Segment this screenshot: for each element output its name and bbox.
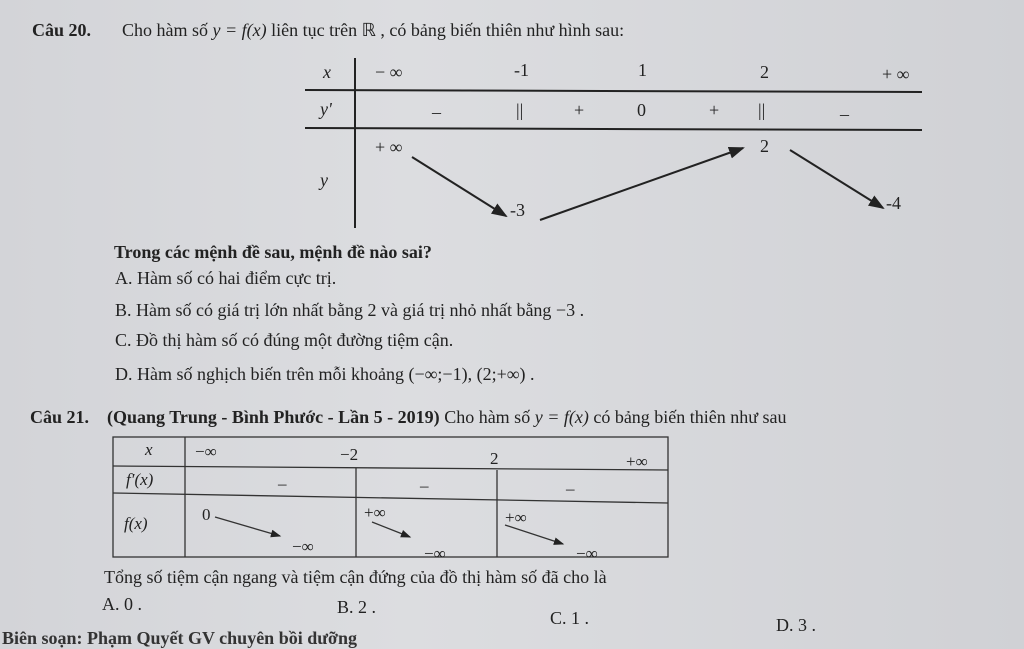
- var-f: f(x): [124, 514, 148, 533]
- x-val: 2: [490, 449, 499, 468]
- sign: –: [420, 476, 429, 495]
- q20-option-b: B. Hàm số có giá trị lớn nhất bằng 2 và giá trị nhỏ nhất bằng −3 .: [115, 300, 585, 320]
- sign: –: [840, 104, 849, 124]
- y-val: -3: [510, 200, 525, 220]
- q20-question: Trong các mệnh đề sau, mệnh đề nào sai?: [114, 242, 432, 262]
- q21-question: Tổng số tiệm cận ngang và tiệm cận đứng của đồ thị hàm số đã cho là: [104, 567, 607, 587]
- f-val: +∞: [505, 508, 527, 527]
- sign: +: [574, 100, 585, 120]
- x-val: +∞: [626, 452, 648, 471]
- sign: ||: [516, 100, 524, 120]
- f-val: −∞: [424, 544, 446, 563]
- footer-author: Biên soạn: Phạm Quyết GV chuyên bồi dưỡng: [2, 628, 357, 648]
- q21-option-b: B. 2 .: [337, 597, 377, 617]
- f-val: −∞: [292, 537, 314, 556]
- q20-option-a: A. Hàm số có hai điểm cực trị.: [115, 268, 337, 288]
- y-val: 2: [760, 136, 769, 156]
- sign: ||: [758, 100, 766, 120]
- var-x: x: [145, 440, 153, 459]
- y-val: + ∞: [375, 137, 403, 157]
- f-val: 0: [202, 505, 211, 524]
- x-val: + ∞: [882, 64, 910, 84]
- x-val: −∞: [195, 442, 217, 461]
- f-val: −∞: [576, 544, 598, 563]
- q21-option-d: D. 3 .: [776, 615, 816, 635]
- f-val: +∞: [364, 503, 386, 522]
- var-yprime: y': [320, 99, 332, 119]
- sign: +: [709, 100, 720, 120]
- x-val: 2: [760, 62, 769, 82]
- sign: –: [278, 474, 287, 493]
- sign: –: [432, 102, 441, 122]
- q21-option-c: C. 1 .: [550, 608, 590, 628]
- x-val: -1: [514, 60, 529, 80]
- q21-stem: Câu 21. (Quang Trung - Bình Phước - Lần 5 - 2019) Cho hàm số y = f(x) có bảng biến thiên như sau: [30, 407, 787, 427]
- var-y: y: [320, 170, 328, 190]
- q20-stem: Cho hàm số y = f(x) liên tục trên ℝ , có bảng biến thiên như hình sau:: [122, 20, 625, 40]
- sign: 0: [637, 100, 646, 120]
- y-val: -4: [886, 193, 901, 213]
- x-val: − ∞: [375, 62, 403, 82]
- sign: –: [566, 479, 575, 498]
- q21-option-a: A. 0 .: [102, 594, 142, 614]
- var-fprime: f′(x): [126, 470, 154, 489]
- x-val: 1: [638, 60, 647, 80]
- q20-label: Câu 20.: [32, 20, 92, 40]
- q20-option-d: D. Hàm số nghịch biến trên mỗi khoảng (−∞;−1), (2;+∞) .: [115, 364, 535, 384]
- var-x: x: [323, 62, 331, 82]
- x-val: −2: [340, 445, 359, 464]
- q20-option-c: C. Đồ thị hàm số có đúng một đường tiệm cận.: [115, 330, 454, 350]
